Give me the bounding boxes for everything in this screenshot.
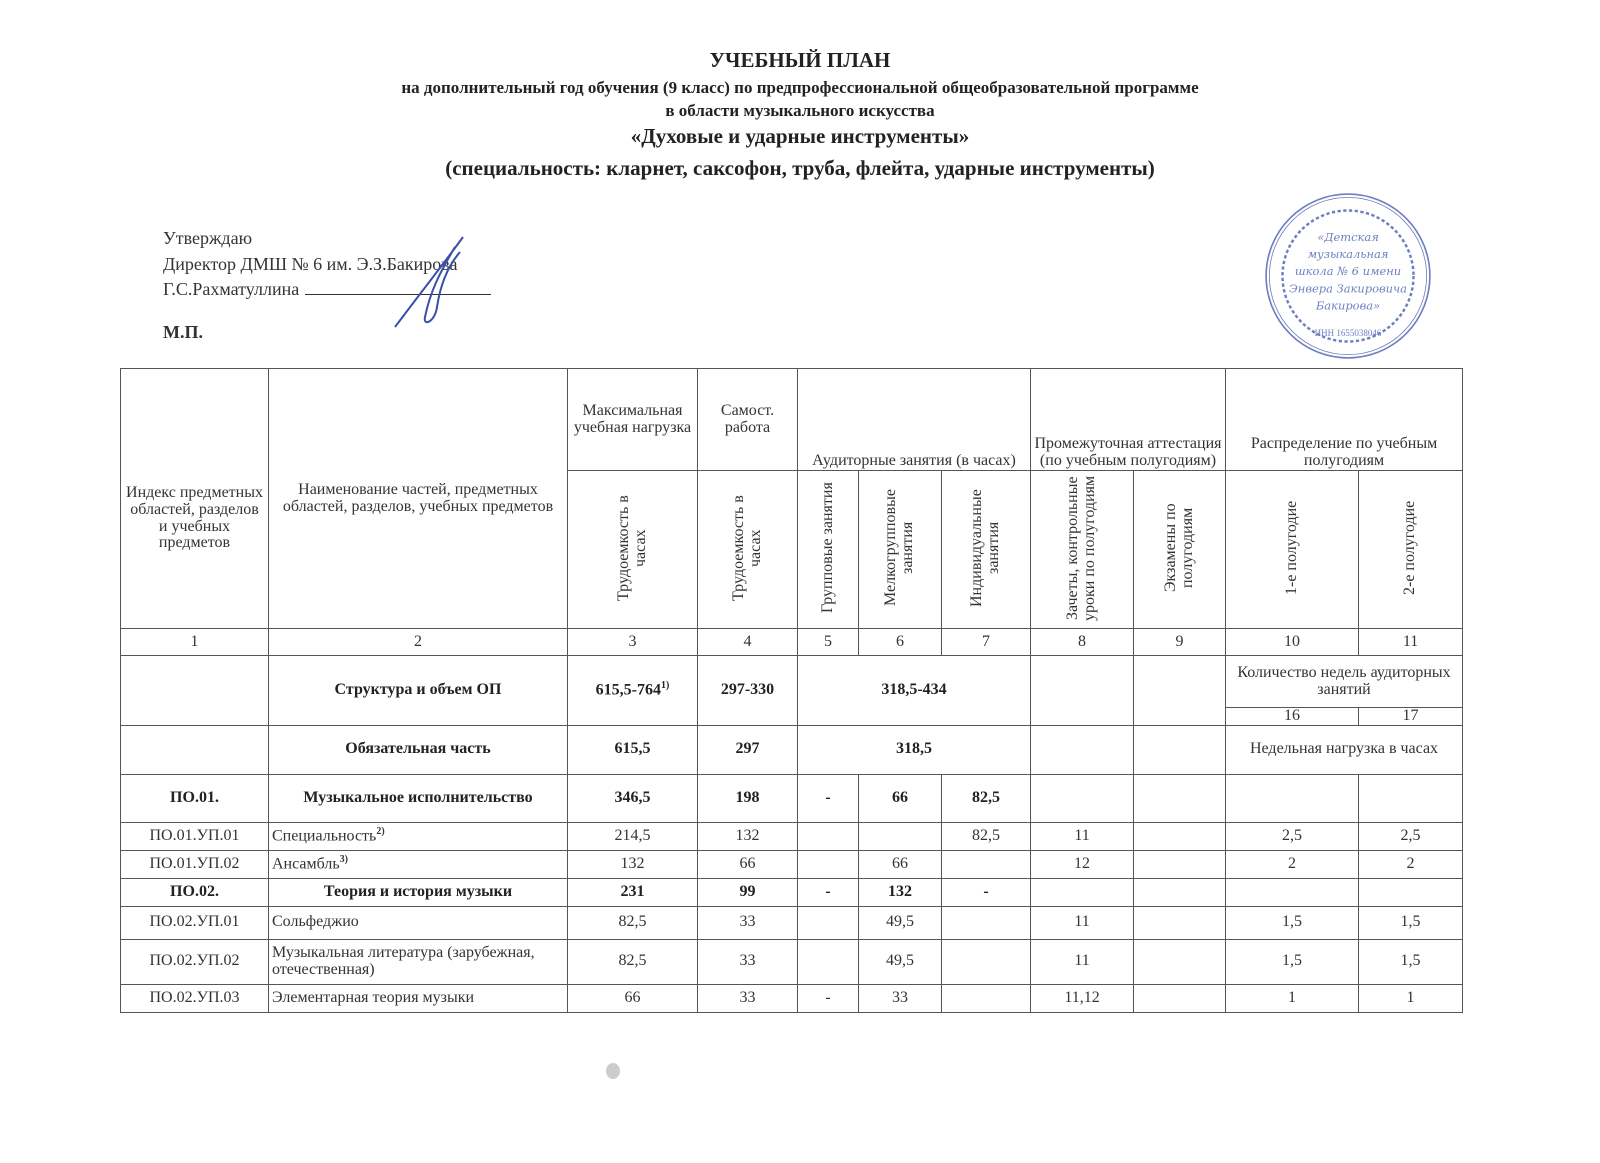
- structure-credits: [1031, 656, 1134, 726]
- cell-value: 2,5: [1282, 826, 1303, 844]
- column-number: 9: [1134, 629, 1226, 656]
- cell-value: 33: [739, 988, 756, 1006]
- cell-col-7: [942, 906, 1031, 939]
- director-name: Г.С.Рахматуллина: [163, 279, 300, 299]
- cell-col-9: [1134, 850, 1226, 878]
- cell-value: ПО.02.УП.03: [149, 988, 240, 1006]
- cell-value: ПО.01.УП.02: [149, 854, 240, 872]
- subheader-col-6: [859, 471, 942, 629]
- cell-col-3: [568, 774, 698, 822]
- cell-value: -: [825, 988, 831, 1006]
- subheader-label: Групповые занятия: [818, 482, 836, 613]
- header-distribution: Распределение по учебным полугодиям: [1226, 369, 1463, 471]
- cell-value: Сольфеджио: [272, 913, 359, 931]
- seal-place-label: М.П.: [163, 322, 203, 342]
- cell-value: 1: [1288, 988, 1297, 1006]
- subheader-col-3: [568, 471, 698, 629]
- cell-col-8: [1031, 939, 1134, 984]
- cell-col-9: [1134, 878, 1226, 906]
- cell-value: 1: [1406, 988, 1415, 1006]
- subject-row: [121, 822, 1463, 850]
- header-name: Наименование частей, предметных областей, разделов, учебных предметов: [269, 369, 568, 629]
- cell-value: ПО.01.: [170, 788, 219, 806]
- cell-value: -: [825, 788, 831, 806]
- cell-col-5: [798, 939, 859, 984]
- cell-col-7: [942, 984, 1031, 1012]
- subheader-label: Экзамены по полугодиям: [1161, 503, 1196, 592]
- cell-value: Специальность: [272, 827, 377, 845]
- cell-col-4: [698, 850, 798, 878]
- cell-col-10: [1226, 822, 1359, 850]
- cell-value: 132: [888, 882, 912, 900]
- subheader-label: Зачеты, контрольные уроки по полугодиям: [1064, 474, 1099, 621]
- cell-value: ПО.02.УП.02: [149, 952, 240, 970]
- cell-value: 11: [1074, 913, 1090, 931]
- cell-value: 12: [1074, 854, 1091, 872]
- cell-col-1: [121, 984, 269, 1012]
- cell-value: 198: [735, 788, 760, 806]
- column-number: 4: [698, 629, 798, 656]
- cell-col-9: [1134, 774, 1226, 822]
- cell-col-6: [859, 984, 942, 1012]
- header-attestation: Промежуточная аттестация (по учебным полугодиям): [1031, 369, 1226, 471]
- cell-col-1: [121, 878, 269, 906]
- section-row: [121, 774, 1463, 822]
- cell-value: 66: [739, 854, 756, 872]
- mandatory-self: 297: [698, 725, 798, 774]
- cell-col-6: [859, 774, 942, 822]
- structure-label: Структура и объем ОП: [269, 656, 568, 726]
- cell-col-1: [121, 906, 269, 939]
- document-title: УЧЕБНЫЙ ПЛАН: [709, 48, 891, 72]
- cell-col-11: [1359, 906, 1463, 939]
- cell-value: 231: [620, 882, 645, 900]
- cell-col-11: [1359, 878, 1463, 906]
- school-stamp: [1262, 190, 1434, 362]
- structure-max-value: 615,5-764: [595, 681, 661, 699]
- cell-value: Элементарная теория музыки: [272, 988, 475, 1006]
- cell-col-3: [568, 878, 698, 906]
- scan-smudge: [606, 1063, 620, 1079]
- cell-col-8: [1031, 822, 1134, 850]
- curriculum-table: [120, 368, 1463, 1013]
- cell-col-3: [568, 984, 698, 1012]
- column-number: 3: [568, 629, 698, 656]
- cell-col-4: [698, 906, 798, 939]
- cell-value: Музыкальное исполнительство: [303, 788, 533, 806]
- cell-value: 1,5: [1400, 952, 1421, 970]
- cell-col-5: [798, 906, 859, 939]
- cell-col-6: [859, 850, 942, 878]
- cell-value: 33: [892, 988, 908, 1006]
- cell-col-2: [269, 984, 568, 1012]
- cell-value: ПО.01.УП.01: [149, 826, 240, 844]
- cell-col-8: [1031, 774, 1134, 822]
- program-name: «Духовые и ударные инструменты»: [630, 124, 970, 148]
- cell-value: ПО.02.: [170, 882, 219, 900]
- stamp-text-line: Бакирова»: [1315, 298, 1381, 313]
- subheader-col-5: [798, 471, 859, 629]
- subheader-col-7: [942, 471, 1031, 629]
- subheader-col-8: [1031, 471, 1134, 629]
- footnote-marker: 2): [376, 826, 385, 838]
- cell-col-11: [1359, 850, 1463, 878]
- cell-col-5: [798, 850, 859, 878]
- weekly-load-label: Недельная нагрузка в часах: [1226, 725, 1463, 774]
- signature: [385, 232, 475, 332]
- subheader-label: 1-е полугодие: [1282, 500, 1300, 595]
- cell-value: 11: [1074, 826, 1090, 844]
- cell-col-5: [798, 878, 859, 906]
- cell-value: 132: [620, 854, 645, 872]
- subheader-label: 2-е полугодие: [1401, 500, 1419, 595]
- weeks-label: Количество недель аудиторных занятий: [1226, 656, 1463, 708]
- cell-value: 66: [624, 988, 641, 1006]
- cell-col-11: [1359, 939, 1463, 984]
- cell-col-7: [942, 774, 1031, 822]
- cell-col-5: [798, 984, 859, 1012]
- header-index: Индекс предметных областей, разделов и учебных предметов: [121, 369, 269, 629]
- subject-row: [121, 939, 1463, 984]
- mandatory-exams: [1134, 725, 1226, 774]
- structure-self: 297-330: [698, 656, 798, 726]
- cell-col-3: [568, 906, 698, 939]
- cell-col-10: [1226, 878, 1359, 906]
- cell-value: Ансамбль: [272, 855, 340, 873]
- cell-value: 33: [739, 913, 756, 931]
- cell-value: 1,5: [1400, 913, 1421, 931]
- document-subtitle-2: в области музыкального искусства: [665, 101, 935, 120]
- cell-col-9: [1134, 984, 1226, 1012]
- subject-row: [121, 984, 1463, 1012]
- column-number: 2: [269, 629, 568, 656]
- stamp-text-line: школа № 6 имени: [1294, 264, 1402, 279]
- cell-value: -: [825, 882, 831, 900]
- cell-col-9: [1134, 906, 1226, 939]
- cell-col-2: [269, 850, 568, 878]
- cell-value: 346,5: [614, 788, 651, 806]
- mandatory-max: 615,5: [568, 725, 698, 774]
- cell-col-4: [698, 878, 798, 906]
- stamp-text-line: Энвера Закировича: [1289, 281, 1407, 296]
- cell-value: 2: [1288, 854, 1297, 872]
- column-number: 10: [1226, 629, 1359, 656]
- cell-col-1: [121, 774, 269, 822]
- column-number: 6: [859, 629, 942, 656]
- cell-col-2: [269, 774, 568, 822]
- cell-col-7: [942, 822, 1031, 850]
- cell-value: 99: [739, 882, 756, 900]
- specialty-list: (специальность: кларнет, саксофон, труба, флейта, ударные инструменты): [445, 156, 1155, 180]
- cell-col-8: [1031, 984, 1134, 1012]
- column-number: 8: [1031, 629, 1134, 656]
- subheader-label: Индивидуальные занятия: [968, 488, 1002, 607]
- cell-col-4: [698, 774, 798, 822]
- cell-value: 11,12: [1064, 988, 1100, 1006]
- cell-col-1: [121, 822, 269, 850]
- mandatory-index: [121, 725, 269, 774]
- structure-index: [121, 656, 269, 726]
- cell-col-3: [568, 939, 698, 984]
- cell-col-11: [1359, 822, 1463, 850]
- cell-col-9: [1134, 939, 1226, 984]
- subject-row: [121, 906, 1463, 939]
- cell-col-10: [1226, 850, 1359, 878]
- header-classroom: Аудиторные занятия (в часах): [798, 369, 1031, 471]
- cell-col-7: [942, 939, 1031, 984]
- subheader-col-11: [1359, 471, 1463, 629]
- cell-col-2: [269, 878, 568, 906]
- structure-classroom: 318,5-434: [798, 656, 1031, 726]
- subheader-col-10: [1226, 471, 1359, 629]
- subheader-col-4: [698, 471, 798, 629]
- header-max-load: Максимальная учебная нагрузка: [568, 369, 698, 471]
- cell-col-6: [859, 822, 942, 850]
- structure-max: [568, 656, 698, 726]
- cell-col-7: [942, 850, 1031, 878]
- cell-value: 66: [892, 854, 908, 872]
- cell-value: -: [983, 882, 989, 900]
- cell-value: 2,5: [1400, 826, 1421, 844]
- cell-value: 49,5: [886, 913, 914, 931]
- cell-col-8: [1031, 906, 1134, 939]
- cell-col-2: [269, 906, 568, 939]
- cell-col-10: [1226, 939, 1359, 984]
- cell-col-11: [1359, 774, 1463, 822]
- cell-col-1: [121, 939, 269, 984]
- mandatory-label: Обязательная часть: [269, 725, 568, 774]
- cell-value: Музыкальная литература (зарубежная, отечественная): [272, 944, 535, 978]
- weeks-semester-1: 16: [1226, 708, 1359, 726]
- cell-col-10: [1226, 906, 1359, 939]
- subject-row: [121, 850, 1463, 878]
- cell-col-10: [1226, 774, 1359, 822]
- director-title: Директор ДМШ № 6 им. Э.З.Бакирова: [163, 254, 458, 274]
- cell-value: 33: [739, 952, 756, 970]
- structure-exams: [1134, 656, 1226, 726]
- cell-col-5: [798, 774, 859, 822]
- stamp-text-line: «Детская: [1317, 229, 1379, 244]
- cell-col-4: [698, 822, 798, 850]
- document-subtitle: на дополнительный год обучения (9 класс) по предпрофессиональной общеобразовательной программе: [401, 78, 1199, 97]
- cell-col-4: [698, 984, 798, 1012]
- section-row: [121, 878, 1463, 906]
- mandatory-classroom: 318,5: [798, 725, 1031, 774]
- stamp-inn: ИНН 1655038046: [1314, 327, 1382, 338]
- cell-col-1: [121, 850, 269, 878]
- stamp-text-line: музыкальная: [1307, 246, 1389, 261]
- cell-col-6: [859, 878, 942, 906]
- cell-col-8: [1031, 850, 1134, 878]
- cell-col-10: [1226, 984, 1359, 1012]
- cell-value: 82,5: [618, 952, 647, 970]
- column-number: 11: [1359, 629, 1463, 656]
- subheader-label: Трудоемкость в часах: [729, 494, 764, 601]
- cell-col-11: [1359, 984, 1463, 1012]
- cell-value: 1,5: [1282, 952, 1303, 970]
- cell-col-2: [269, 939, 568, 984]
- footnote-marker: 3): [339, 854, 349, 866]
- cell-value: 49,5: [886, 952, 914, 970]
- cell-value: 214,5: [614, 826, 651, 844]
- cell-value: Теория и история музыки: [323, 882, 513, 900]
- cell-value: 82,5: [972, 826, 1000, 844]
- cell-value: 1,5: [1282, 913, 1303, 931]
- cell-col-3: [568, 850, 698, 878]
- subheader-label: Мелкогрупповые занятия: [882, 489, 916, 606]
- mandatory-credits: [1031, 725, 1134, 774]
- subheader-col-9: [1134, 471, 1226, 629]
- approve-label: Утверждаю: [163, 228, 253, 248]
- cell-value: 11: [1074, 952, 1090, 970]
- cell-col-3: [568, 822, 698, 850]
- header-self-work: Самост. работа: [698, 369, 798, 471]
- weeks-semester-2: 17: [1359, 708, 1463, 726]
- footnote-marker: 1): [660, 680, 670, 692]
- cell-col-8: [1031, 878, 1134, 906]
- cell-value: 2: [1406, 854, 1415, 872]
- cell-col-6: [859, 939, 942, 984]
- cell-value: 82,5: [618, 913, 647, 931]
- column-number: 7: [942, 629, 1031, 656]
- cell-col-2: [269, 822, 568, 850]
- cell-col-5: [798, 822, 859, 850]
- column-number: 5: [798, 629, 859, 656]
- cell-col-6: [859, 906, 942, 939]
- cell-value: 132: [735, 826, 760, 844]
- cell-value: 66: [892, 788, 908, 806]
- cell-col-9: [1134, 822, 1226, 850]
- column-number: 1: [121, 629, 269, 656]
- cell-col-4: [698, 939, 798, 984]
- cell-value: 82,5: [972, 788, 1000, 806]
- subheader-label: Трудоемкость в часах: [614, 494, 649, 601]
- cell-value: ПО.02.УП.01: [149, 913, 240, 931]
- cell-col-7: [942, 878, 1031, 906]
